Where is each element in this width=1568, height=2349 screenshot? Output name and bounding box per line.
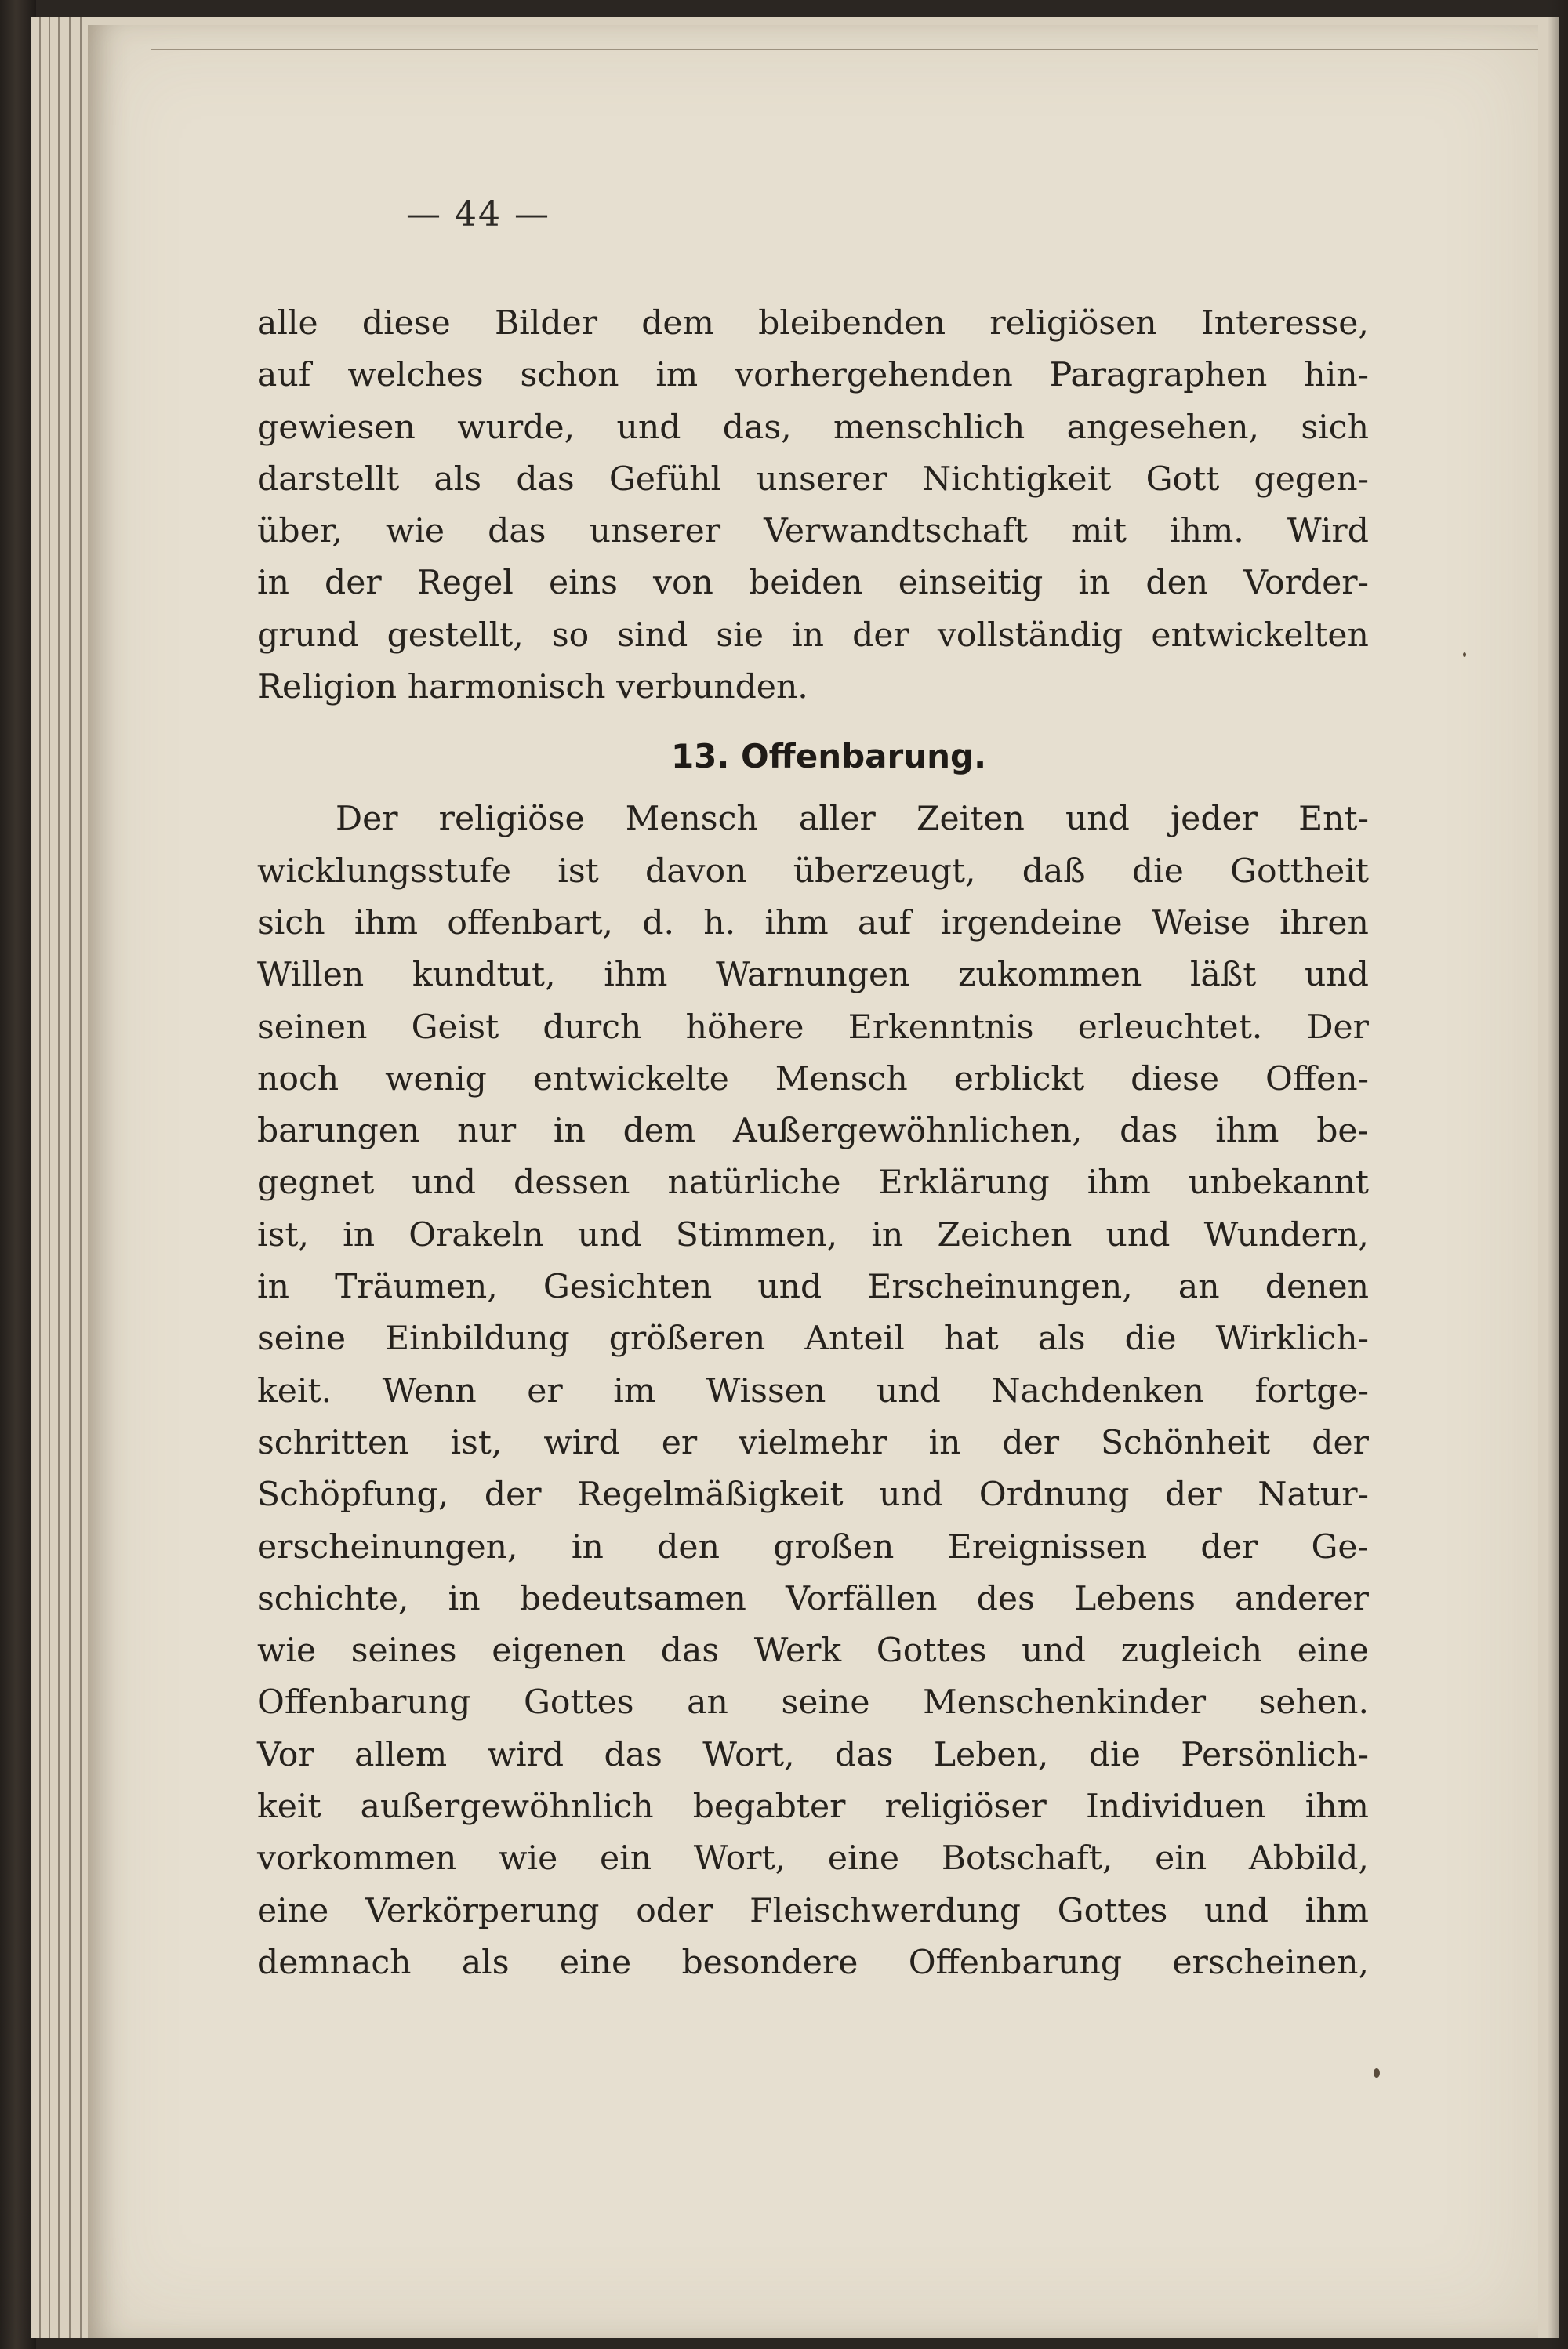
word: Zeichen — [937, 1215, 1073, 1254]
word: ihren — [1279, 903, 1369, 942]
word: und — [1204, 1891, 1269, 1930]
text-line — [257, 350, 1369, 401]
word: dem — [622, 1112, 696, 1151]
text-line — [257, 1574, 1369, 1625]
word: im — [655, 356, 699, 395]
text-line — [257, 1418, 1369, 1469]
text-line — [257, 1781, 1369, 1833]
word: oder — [636, 1891, 713, 1930]
word: wird — [543, 1423, 620, 1462]
word: Verwandtschaft — [764, 512, 1028, 551]
word: erscheinen, — [1172, 1943, 1369, 1982]
word: ihm — [764, 903, 829, 942]
word: kundtut, — [412, 956, 556, 995]
word: dessen — [514, 1164, 630, 1203]
word: Gottes — [523, 1683, 634, 1723]
word: wie — [385, 512, 445, 551]
word: welches — [347, 356, 484, 395]
word: höhere — [685, 1007, 804, 1047]
word: der — [1200, 1527, 1258, 1567]
word: Leben, — [933, 1735, 1049, 1774]
word: offenbart, — [447, 903, 614, 942]
word: der — [1165, 1476, 1222, 1515]
word: Wirklich- — [1215, 1320, 1369, 1359]
text-line — [257, 1366, 1369, 1418]
word: läßt — [1189, 956, 1257, 995]
text-line — [257, 1625, 1369, 1677]
word: davon — [644, 851, 747, 891]
word: Anteil — [804, 1320, 905, 1359]
word: der — [1312, 1423, 1369, 1462]
word: in — [343, 1215, 376, 1254]
page-edge — [49, 17, 50, 2338]
word: das — [604, 1735, 662, 1774]
word: Wissen — [706, 1371, 826, 1410]
word: Ereignissen — [947, 1527, 1148, 1567]
word: der — [484, 1476, 542, 1515]
word: aller — [798, 800, 876, 839]
word: durch — [543, 1007, 642, 1047]
word: einseitig — [898, 564, 1044, 603]
text-line — [257, 898, 1369, 949]
word: Wenn — [382, 1371, 477, 1410]
word: jeder — [1170, 800, 1258, 839]
word: Nichtigkeit — [921, 459, 1112, 499]
word: Natur- — [1258, 1476, 1369, 1515]
word: gegen- — [1254, 459, 1369, 499]
word: Wird — [1287, 512, 1369, 551]
word: bleibenden — [758, 304, 946, 343]
word: der — [325, 564, 382, 603]
page-top-edge — [151, 49, 1538, 50]
word: als — [461, 1943, 510, 1982]
word: Ge- — [1311, 1527, 1369, 1567]
text-line — [257, 1210, 1369, 1262]
word: beiden — [749, 564, 863, 603]
word: das — [516, 459, 575, 499]
word: an — [1178, 1268, 1220, 1307]
word: die — [1088, 1735, 1141, 1774]
text-line — [257, 846, 1369, 898]
word: das, — [722, 408, 792, 447]
word: d. — [642, 903, 675, 942]
text-line — [257, 1313, 1369, 1365]
word: besondere — [681, 1943, 858, 1982]
word: Offen- — [1265, 1059, 1369, 1098]
word: Willen — [257, 956, 365, 995]
word: natürliche — [667, 1164, 841, 1203]
text-line — [257, 949, 1369, 1001]
word: Fleischwerdung — [750, 1891, 1021, 1930]
word: die — [1131, 851, 1184, 891]
word: Abbild, — [1248, 1839, 1369, 1879]
word: entwickelte — [532, 1059, 729, 1098]
text-line — [257, 793, 1369, 845]
word: Regel — [416, 564, 514, 603]
word: seine — [257, 1320, 347, 1359]
word: den — [657, 1527, 720, 1567]
text-line — [257, 1262, 1369, 1313]
word: be- — [1316, 1112, 1369, 1151]
word: schichte, — [257, 1579, 409, 1618]
word: dem — [641, 304, 714, 343]
word: allem — [354, 1735, 448, 1774]
word: Vor — [257, 1735, 314, 1774]
word: daß — [1022, 851, 1086, 891]
word: irgendeine — [940, 903, 1123, 942]
word: über, — [257, 512, 343, 551]
word: ist, — [450, 1423, 503, 1462]
word: ist, — [257, 1215, 309, 1254]
word: erblickt — [953, 1059, 1085, 1098]
word: von — [652, 564, 713, 603]
word: Erkenntnis — [848, 1007, 1034, 1047]
word: Regelmäßigkeit — [577, 1476, 844, 1515]
word: als — [1037, 1320, 1086, 1359]
word: barungen — [257, 1112, 420, 1151]
word: eine — [257, 1891, 329, 1930]
word: Der — [336, 800, 398, 839]
word: Bilder — [494, 304, 598, 343]
word: Wort, — [693, 1839, 786, 1879]
text-line — [257, 298, 1369, 350]
word: in — [871, 1215, 904, 1254]
word: Gott — [1145, 459, 1220, 499]
word: denen — [1265, 1268, 1369, 1307]
text-line — [257, 1054, 1369, 1106]
word: ihm — [1087, 1164, 1151, 1203]
word: schon — [520, 356, 619, 395]
word: ist — [557, 851, 599, 891]
word: im — [613, 1371, 656, 1410]
word: vorhergehenden — [735, 356, 1013, 395]
word: wenig — [385, 1059, 487, 1098]
word: Individuen — [1085, 1788, 1266, 1827]
word: die — [1124, 1320, 1177, 1359]
word: das — [660, 1632, 720, 1671]
word: in — [553, 1112, 586, 1151]
word: Offenbarung — [257, 1683, 471, 1723]
word: Mensch — [625, 800, 758, 839]
word: ihm — [1305, 1788, 1369, 1827]
word: ein — [599, 1839, 652, 1879]
text-line — [257, 1886, 1369, 1937]
word: und — [616, 408, 681, 447]
word: Gottes — [876, 1632, 987, 1671]
word: sie — [716, 615, 764, 655]
word: Botschaft, — [941, 1839, 1113, 1879]
word: ihm — [354, 903, 419, 942]
page-text — [257, 298, 1369, 1989]
word: Religion — [257, 668, 397, 707]
word: Schöpfung, — [257, 1476, 449, 1515]
word: gestellt, — [387, 615, 524, 655]
page-edge — [80, 17, 82, 2338]
word: erleuchtet. — [1077, 1007, 1263, 1047]
word: sind — [617, 615, 688, 655]
word: Gefühl — [608, 459, 722, 499]
word: keit — [257, 1788, 321, 1827]
word: Wundern, — [1203, 1215, 1369, 1254]
word: menschlich — [833, 408, 1025, 447]
word: Ent- — [1298, 800, 1369, 839]
word: in — [571, 1527, 604, 1567]
word: Orakeln — [408, 1215, 544, 1254]
word: so — [551, 615, 590, 655]
word: seinen — [257, 1007, 368, 1047]
word: Vorder- — [1243, 564, 1369, 603]
ink-speck — [1463, 652, 1466, 657]
word: Paragraphen — [1049, 356, 1268, 395]
word: angesehen, — [1066, 408, 1259, 447]
word: hin- — [1304, 356, 1369, 395]
word: Interesse, — [1200, 304, 1369, 343]
word: vollständig — [937, 615, 1123, 655]
word: in — [257, 564, 289, 603]
text-line — [257, 1833, 1369, 1885]
page-edge — [69, 17, 71, 2338]
text-line — [257, 1157, 1369, 1209]
word: und — [879, 1476, 944, 1515]
word: Menschenkinder — [923, 1683, 1207, 1723]
word: Gesichten — [543, 1268, 713, 1307]
text-line — [257, 454, 1369, 506]
word: wie — [257, 1632, 317, 1671]
word: auf — [257, 356, 311, 395]
paragraph-2 — [257, 793, 1369, 1989]
word: Erklärung — [878, 1164, 1050, 1203]
word: fortge- — [1254, 1371, 1369, 1410]
paragraph-1 — [257, 298, 1369, 713]
word: zugleich — [1120, 1632, 1263, 1671]
word: der — [1002, 1423, 1060, 1462]
text-line — [257, 1469, 1369, 1521]
word: Einbildung — [385, 1320, 570, 1359]
word: das — [1120, 1112, 1178, 1151]
word: Offenbarung — [908, 1943, 1123, 1982]
word: Vorfällen — [786, 1579, 938, 1618]
word: und — [577, 1215, 642, 1254]
word: religiöse — [438, 800, 585, 839]
word: eigenen — [492, 1632, 626, 1671]
word: größeren — [608, 1320, 766, 1359]
page-edge — [58, 17, 60, 2338]
word: und — [1304, 956, 1369, 995]
word: Warnungen — [716, 956, 910, 995]
page-number: — 44 — — [406, 194, 550, 234]
word: bedeutsamen — [519, 1579, 746, 1618]
word: zukommen — [958, 956, 1142, 995]
word: in — [792, 615, 825, 655]
word: sich — [1301, 408, 1369, 447]
word: in — [257, 1268, 289, 1307]
word: eins — [548, 564, 618, 603]
word: Stimmen, — [675, 1215, 838, 1254]
word: mit — [1070, 512, 1127, 551]
word: h. — [703, 903, 736, 942]
word: grund — [257, 615, 359, 655]
text-line — [257, 402, 1369, 454]
text-line — [257, 1522, 1369, 1574]
word: hat — [943, 1320, 999, 1359]
word: und — [757, 1268, 822, 1307]
word: vielmehr — [739, 1423, 887, 1462]
text-line — [257, 1677, 1369, 1729]
word: Der — [1306, 1007, 1369, 1047]
word: unserer — [756, 459, 887, 499]
word: sehen. — [1258, 1683, 1369, 1723]
word: und — [1022, 1632, 1087, 1671]
word: schritten — [257, 1423, 409, 1462]
word: Außergewöhnlichen, — [732, 1112, 1083, 1151]
word: Nachdenken — [991, 1371, 1205, 1410]
word: und — [1065, 800, 1130, 839]
word: Ordnung — [978, 1476, 1130, 1515]
word: demnach — [257, 1943, 412, 1982]
text-line — [257, 662, 1369, 713]
word: überzeugt, — [793, 851, 976, 891]
word: des — [976, 1579, 1035, 1618]
word: nur — [457, 1112, 517, 1151]
word: Wort, — [702, 1735, 795, 1774]
word: wurde, — [457, 408, 575, 447]
page-shadow — [1548, 0, 1568, 2349]
word: Erscheinungen, — [867, 1268, 1133, 1307]
text-line — [257, 506, 1369, 557]
word: alle — [257, 304, 318, 343]
word: unserer — [589, 512, 721, 551]
word: entwickelten — [1151, 615, 1369, 655]
word: wie — [499, 1839, 558, 1879]
word: Verkörperung — [365, 1891, 600, 1930]
word: Mensch — [775, 1059, 908, 1098]
word: in — [1078, 564, 1111, 603]
word: Werk — [753, 1632, 842, 1671]
word: anderer — [1235, 1579, 1369, 1618]
text-line — [257, 1730, 1369, 1781]
word: unbekannt — [1188, 1164, 1369, 1203]
page-edge — [39, 17, 41, 2338]
word: und — [876, 1371, 941, 1410]
word: das — [835, 1735, 894, 1774]
word: keit. — [257, 1371, 332, 1410]
word: seines — [350, 1632, 457, 1671]
word: verbunden. — [616, 668, 808, 707]
word: ein — [1155, 1839, 1207, 1879]
word: in — [928, 1423, 961, 1462]
text-line — [257, 557, 1369, 609]
word: und — [1105, 1215, 1171, 1254]
word: auf — [857, 903, 912, 942]
word: außergewöhnlich — [360, 1788, 654, 1827]
word: Gottes — [1057, 1891, 1168, 1930]
word: ihm. — [1170, 512, 1244, 551]
word: vorkommen — [257, 1839, 457, 1879]
word: religiöser — [884, 1788, 1047, 1827]
text-line — [257, 1002, 1369, 1054]
word: gewiesen — [257, 408, 416, 447]
word: als — [434, 459, 482, 499]
word: Weise — [1151, 903, 1250, 942]
word: noch — [257, 1059, 339, 1098]
word: und — [412, 1164, 477, 1203]
word: ihm — [604, 956, 668, 995]
word: ihm — [1215, 1112, 1279, 1151]
word: der — [852, 615, 909, 655]
word: Schönheit — [1100, 1423, 1271, 1462]
word: in — [448, 1579, 481, 1618]
text-line — [257, 610, 1369, 662]
word: eine — [559, 1943, 632, 1982]
word: diese — [1131, 1059, 1220, 1098]
word: Geist — [411, 1007, 499, 1047]
word: eine — [1297, 1632, 1369, 1671]
word: erscheinungen, — [257, 1527, 518, 1567]
word: er — [527, 1371, 563, 1410]
word: großen — [773, 1527, 895, 1567]
word: sich — [257, 903, 325, 942]
section-heading: 13. Offenbarung. — [670, 737, 987, 776]
word: an — [687, 1683, 728, 1723]
word: eine — [827, 1839, 900, 1879]
word: wicklungsstufe — [257, 851, 512, 891]
word: religiösen — [989, 304, 1157, 343]
word: Gottheit — [1230, 851, 1369, 891]
word: seine — [781, 1683, 870, 1723]
word: er — [661, 1423, 698, 1462]
word: Zeiten — [916, 800, 1025, 839]
text-line — [257, 1937, 1369, 1989]
ink-speck — [1374, 2068, 1380, 2078]
word: Träumen, — [335, 1268, 498, 1307]
word: den — [1145, 564, 1209, 603]
word: Persönlich- — [1181, 1735, 1369, 1774]
word: das — [488, 512, 546, 551]
word: wird — [487, 1735, 564, 1774]
word: harmonisch — [407, 668, 606, 707]
word: Lebens — [1074, 1579, 1196, 1618]
word: darstellt — [257, 459, 400, 499]
word: ihm — [1305, 1891, 1369, 1930]
text-line — [257, 1106, 1369, 1157]
word: gegnet — [257, 1164, 375, 1203]
word: diese — [361, 304, 451, 343]
word: begabter — [692, 1788, 846, 1827]
